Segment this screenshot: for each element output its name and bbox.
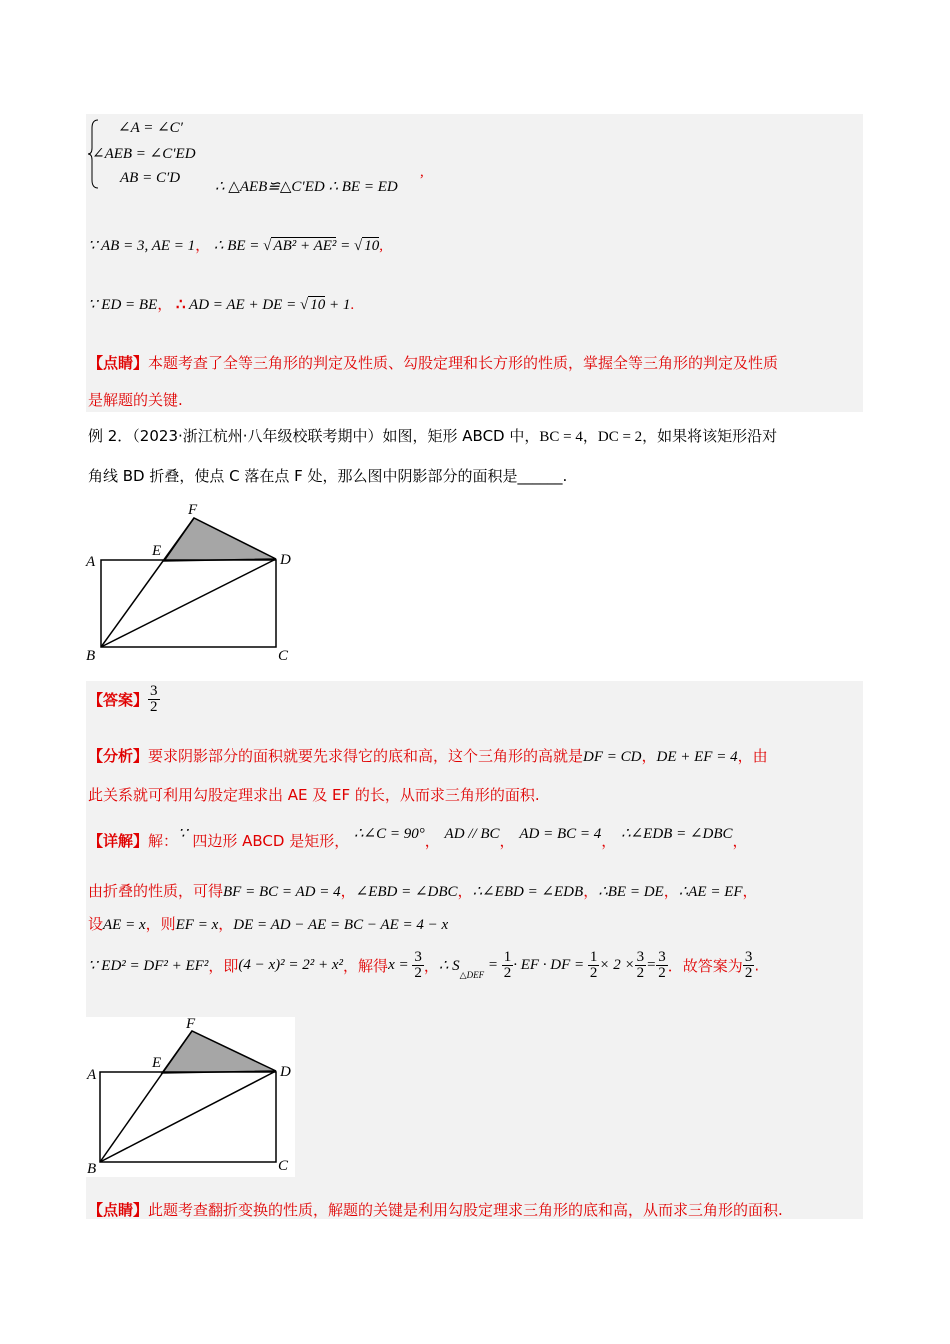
half-fraction xyxy=(502,950,514,981)
note2-text: 此题考查翻折变换的性质，解题的关键是利用勾股定理求三角形的底和高，从而求三角形的面积. xyxy=(148,1201,783,1219)
detail-l4-solve: ，解得 xyxy=(343,957,389,975)
therefore-be: ∴ BE = xyxy=(213,238,264,254)
detail-e3: AD = BC = 4 xyxy=(519,826,602,842)
final-num: 3 xyxy=(744,949,753,965)
ad-expression: AD = AE + DE = xyxy=(189,297,300,313)
detail-l3-e2: EF = x xyxy=(175,917,219,933)
x-num: 3 xyxy=(414,949,422,965)
because-ed-be: ∵ ED = BE xyxy=(88,297,158,313)
detail-area-eq: = xyxy=(484,957,502,973)
label-b-2: B xyxy=(87,1161,97,1177)
detail-l2-e4: ∴BE = DE xyxy=(598,884,664,900)
note2-tag: 【点睛】 xyxy=(88,1201,149,1219)
label-d: D xyxy=(280,552,291,568)
detail-area-s: ∴ S xyxy=(438,958,460,974)
analysis-line1: 【分析】要求阴影部分的面积就要先求得它的底和高，这个三角形的高就是DF = CD，DE + EF = 4，由 xyxy=(88,747,768,765)
label-d-2: D xyxy=(280,1064,291,1080)
label-a: A xyxy=(86,554,96,570)
label-f: F xyxy=(188,502,198,518)
analysis-line2: 此关系就可利用勾股定理求出 AE 及 EF 的长，从而求三角形的面积. xyxy=(88,786,540,804)
detail-area-sub: △DEF xyxy=(459,970,485,980)
proof-line2: ∵ AB = 3, AE = 1， ∴ BE = √ AB² + AE² = √ 10, xyxy=(88,238,384,254)
answer-num: 3 xyxy=(150,683,158,699)
label-c: C xyxy=(278,648,289,664)
cond-bc: BC = 4 xyxy=(539,429,583,445)
plus-one: + 1 xyxy=(325,297,351,313)
detail-l2-e5: ∴AE = EF xyxy=(678,884,743,900)
label-b: B xyxy=(86,648,96,664)
answer-tag: 【答案】 xyxy=(88,691,149,709)
detail-e1: ∴∠C = 90° xyxy=(354,826,425,842)
detail-l3-e1: AE = x xyxy=(103,917,146,933)
sqrt-result: 10 xyxy=(364,238,380,254)
x-fraction xyxy=(412,950,424,981)
final-fraction xyxy=(743,950,755,981)
detail-l4-x: x = xyxy=(388,957,413,973)
note1-line1 xyxy=(88,352,778,373)
detail-l4-e2: (4 − x)² = 2² + x² xyxy=(238,957,344,973)
detail-line2: 由折叠的性质，可得BF = BC = AD = 4，∠EBD = ∠DBC，∴∠EBD = ∠EDB，∴BE = DE，∴AE = EF， xyxy=(88,882,758,900)
three-half-2 xyxy=(656,950,668,981)
detail-l3-she: 设 xyxy=(88,915,104,933)
congruence-conclusion: ∴ △AEB≌△C′ED ∴ BE = ED xyxy=(215,179,398,195)
detail-line1: 【详解】解：∵ 四边形 ABCD 是矩形， ∴∠C = 90°， AD // BC， AD = BC = 4， ∴∠EDB = ∠DBC， xyxy=(88,826,748,850)
half-num-2: 1 xyxy=(589,949,598,965)
analysis-expr2: DE + EF = 4 xyxy=(656,749,738,765)
shaded-triangle xyxy=(164,518,276,561)
brace-line-1: ∠A = ∠C′ xyxy=(118,120,183,136)
example2-prefix: 例 2．（2023·浙江杭州·八年级校联考期中）如图，矩形 ABCD 中， xyxy=(88,427,540,445)
th2-den: 2 xyxy=(658,965,666,981)
detail-e4: ∴∠EDB = ∠DBC xyxy=(621,826,733,842)
brace-line-2: ∠AEB = ∠C′ED xyxy=(92,146,196,162)
label-e-2: E xyxy=(152,1055,162,1071)
equals: = xyxy=(336,238,355,254)
sqrt-content: AB² + AE² xyxy=(273,238,337,254)
analysis-expr1: DF = CD xyxy=(583,749,642,765)
detail-l4-ji: ，即 xyxy=(208,957,239,975)
detail-quad: 四边形 ABCD 是矩形， xyxy=(192,832,350,850)
equals-sign: = xyxy=(646,957,657,973)
brace-line-3: AB = C′D xyxy=(120,170,181,186)
diagonal-bd xyxy=(101,559,276,647)
because-ab-ae: ∵ AB = 3, AE = 1 xyxy=(88,238,196,254)
answer-fraction xyxy=(148,684,160,715)
analysis-tag: 【分析】 xyxy=(88,747,149,765)
detail-l3-ze: ，则 xyxy=(145,915,176,933)
analysis-text1-end: ，由 xyxy=(737,747,768,765)
detail-l3-e3: DE = AD − AE = BC − AE = 4 − x xyxy=(233,917,449,933)
half-fraction-2 xyxy=(588,950,600,981)
note1-line2: 是解题的关键. xyxy=(88,391,183,409)
detail-final: 故答案为 xyxy=(682,957,743,975)
detail-tag: 【详解】 xyxy=(88,832,149,850)
note1-tag: 【点睛】 xyxy=(88,354,149,372)
figure-rectangle-fold-2 xyxy=(86,1017,295,1177)
th1-num: 3 xyxy=(636,949,645,965)
note2-line xyxy=(88,1199,783,1220)
example2-suffix: ，如果将该矩形沿对 xyxy=(642,427,778,445)
half-den-2: 2 xyxy=(589,965,598,981)
sqrt-10: 10 xyxy=(310,297,326,313)
example2-line2: 角线 BD 折叠，使点 C 落在点 F 处，那么图中阴影部分的面积是______. xyxy=(88,467,568,485)
x-den: 2 xyxy=(414,965,422,981)
segment-bf xyxy=(101,518,194,647)
half-num: 1 xyxy=(503,949,512,965)
final-den: 2 xyxy=(744,965,753,981)
th1-den: 2 xyxy=(636,965,645,981)
example2-line1: 例 2．（2023·浙江杭州·八年级校联考期中）如图，矩形 ABCD 中，BC = 4，DC = 2，如果将该矩形沿对 xyxy=(88,427,778,445)
detail-line4: ∵ ED² = DF² + EF²，即(4 − x)² = 2² + x²，解得x = $\frac{3}{2}$ ，∴ $S_{\triangle DEF}$ = $\frac{1}{2}$ · EF · DF = $\frac{1}{2}$ × 2 × $\frac{3}{2}$ = $\frac{3}{2}$ ．故答案为 $\frac{3}{2}$ . xyxy=(88,949,760,981)
therefore-symbol: ∴ xyxy=(176,297,186,313)
analysis-text1: 要求阴影部分的面积就要先求得它的底和高，这个三角形的高就是 xyxy=(148,747,584,765)
detail-l2-e3: ∴∠EBD = ∠EDB xyxy=(472,884,584,900)
detail-l4-e1: ∵ ED² = DF² + EF² xyxy=(88,958,209,974)
answer-row xyxy=(88,684,160,715)
label-a-2: A xyxy=(87,1067,97,1083)
detail-line3: 设AE = x，则EF = x，DE = AD − AE = BC − AE = 4 − x xyxy=(88,915,449,933)
detail-because: ∵ xyxy=(178,826,188,842)
note1-text1: 本题考查了全等三角形的判定及性质、勾股定理和长方形的性质，掌握全等三角形的判定及性质 xyxy=(148,354,779,372)
detail-l2-e2: ∠EBD = ∠DBC xyxy=(355,884,458,900)
three-half-1 xyxy=(635,950,647,981)
detail-l2-text: 由折叠的性质，可得 xyxy=(88,882,224,900)
label-c-2: C xyxy=(278,1158,289,1174)
label-e: E xyxy=(152,543,162,559)
half-den: 2 xyxy=(503,965,512,981)
th2-num: 3 xyxy=(658,949,666,965)
detail-times: × 2 × xyxy=(599,957,635,973)
detail-jie: 解： xyxy=(148,832,179,850)
proof-line3: ∵ ED = BE， ∴ AD = AE + DE = √ 10 + 1. xyxy=(88,297,355,313)
answer-den: 2 xyxy=(150,699,158,715)
detail-e2: AD // BC xyxy=(444,826,500,842)
figure-rectangle-fold xyxy=(80,500,310,665)
label-f-2: F xyxy=(186,1017,196,1032)
detail-l2-e1: BF = BC = AD = 4 xyxy=(223,884,341,900)
cond-dc: DC = 2 xyxy=(597,429,643,445)
detail-area-mid: · EF · DF = xyxy=(513,957,588,973)
comma-1: , xyxy=(420,164,424,180)
